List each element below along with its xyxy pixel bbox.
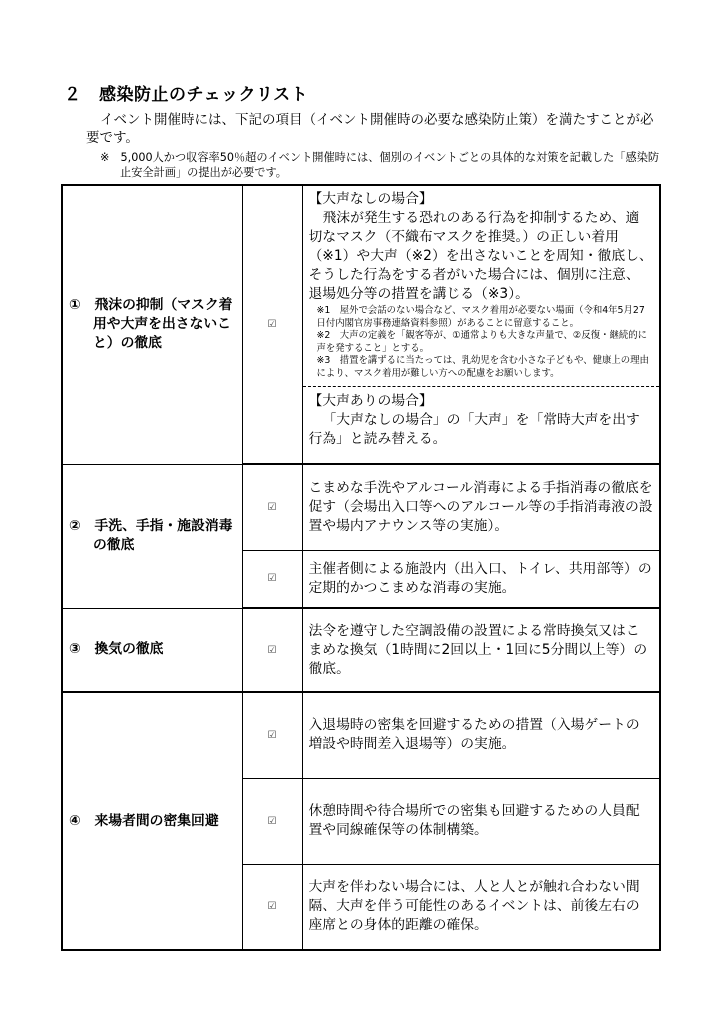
- page-title: ２ 感染防止のチェックリスト: [64, 85, 309, 105]
- checkbox-cell[interactable]: [242, 864, 302, 950]
- checkbox-cell[interactable]: [242, 185, 302, 464]
- checkbox-icon[interactable]: ☑: [267, 644, 277, 656]
- checkbox-cell[interactable]: [242, 464, 302, 550]
- quiet-case-text: 飛沫が発生する恐れのある行為を抑制するため、適切なマスク（不織布マスクを推奨。）の正しい着用（※1）や大声（※2）を出さないことを周知・徹底し、そうした行為をする者がいた場合には、個別に注意、退場処分等の措置を講じる（※3）。: [308, 210, 653, 302]
- table-row: [62, 464, 660, 550]
- category-label: ① 飛沫の抑制（マスク着用や大声を出さないこと）の徹底: [69, 297, 233, 352]
- item-cell: 休憩時間や待合場所での密集も回避するための人員配置や同線確保等の体制構築。: [302, 778, 660, 864]
- item-cell: 大声を伴わない場合には、人と人とが触れ合わない間隔、大声を伴う可能性のあるイベントは、前後左右の座席との身体的距離の確保。: [302, 864, 660, 950]
- intro-paragraph: イベント開催時には、下記の項目（イベント開催時の必要な感染防止策）を満たすことが必要です。: [86, 112, 654, 146]
- footnote-3: ※3 措置を講ずるに当たっては、乳幼児を含む小さな子どもや、健康上の理由により、マスク着用が難しい方への配慮をお願いします。: [316, 355, 649, 379]
- checkbox-cell[interactable]: [242, 550, 302, 608]
- item-cell: こまめな手洗やアルコール消毒による手指消毒の徹底を促す（会場出入口等へのアルコール等の手指消毒液の設置や場内アナウンス等の実施）。: [302, 464, 660, 550]
- table-row: [62, 692, 660, 778]
- category-cell: [62, 185, 242, 464]
- footnote-1: ※1 屋外で会話のない場合など、マスク着用が必要ない場面（令和4年5月27日付内閣官房事務連絡資料参照）があることに留意すること。: [316, 305, 645, 329]
- checkbox-icon[interactable]: ☑: [267, 901, 277, 913]
- item-cell: 主催者側による施設内（出入口、トイレ、共用部等）の定期的かつこまめな消毒の実施。: [302, 550, 660, 608]
- item-cell: 入退場時の密集を回避するための措置（入場ゲートの増設や時間差入退場等）の実施。: [302, 692, 660, 778]
- category-cell: [62, 692, 242, 950]
- category-label: ② 手洗、手指・施設消毒の徹底: [69, 518, 233, 553]
- checkbox-icon[interactable]: ☑: [267, 815, 277, 827]
- intro-note: ※ 5,000人かつ収容率50％超のイベント開催時には、個別のイベントごとの具体的な対策を記載した「感染防止安全計画」の提出が必要です。: [100, 151, 660, 179]
- loud-case-text: 「大声なしの場合」の「大声」を「常時大声を出す行為」と読み替える。: [308, 412, 640, 447]
- table-row: [62, 185, 660, 464]
- dashed-divider: [303, 386, 660, 387]
- category-cell: [62, 608, 242, 692]
- checklist-table: [61, 184, 661, 951]
- category-label: ④ 来場者間の密集回避: [69, 812, 219, 829]
- quiet-case-title: 【大声なしの場合】: [308, 191, 433, 207]
- checkbox-cell[interactable]: [242, 692, 302, 778]
- checkbox-icon[interactable]: ☑: [267, 501, 277, 513]
- checkbox-icon[interactable]: ☑: [267, 319, 277, 330]
- checkbox-icon[interactable]: ☑: [267, 573, 277, 585]
- checkbox-cell[interactable]: [242, 778, 302, 864]
- loud-case-title: 【大声ありの場合】: [308, 393, 433, 409]
- item-cell: [302, 185, 660, 464]
- checkbox-cell[interactable]: [242, 608, 302, 692]
- category-label: ③ 換気の徹底: [69, 641, 164, 658]
- checkbox-icon[interactable]: ☑: [267, 729, 277, 741]
- footnotes: [309, 305, 654, 380]
- table-row: [62, 608, 660, 692]
- item-cell: 法令を遵守した空調設備の設置による常時換気又はこまめな換気（1時間に2回以上・1回に5分間以上等）の徹底。: [302, 608, 660, 692]
- category-cell: [62, 464, 242, 608]
- footnote-2: ※2 大声の定義を「観客等が、①通常よりも大きな声量で、②反復・継続的に声を発すること」とする。: [316, 330, 647, 354]
